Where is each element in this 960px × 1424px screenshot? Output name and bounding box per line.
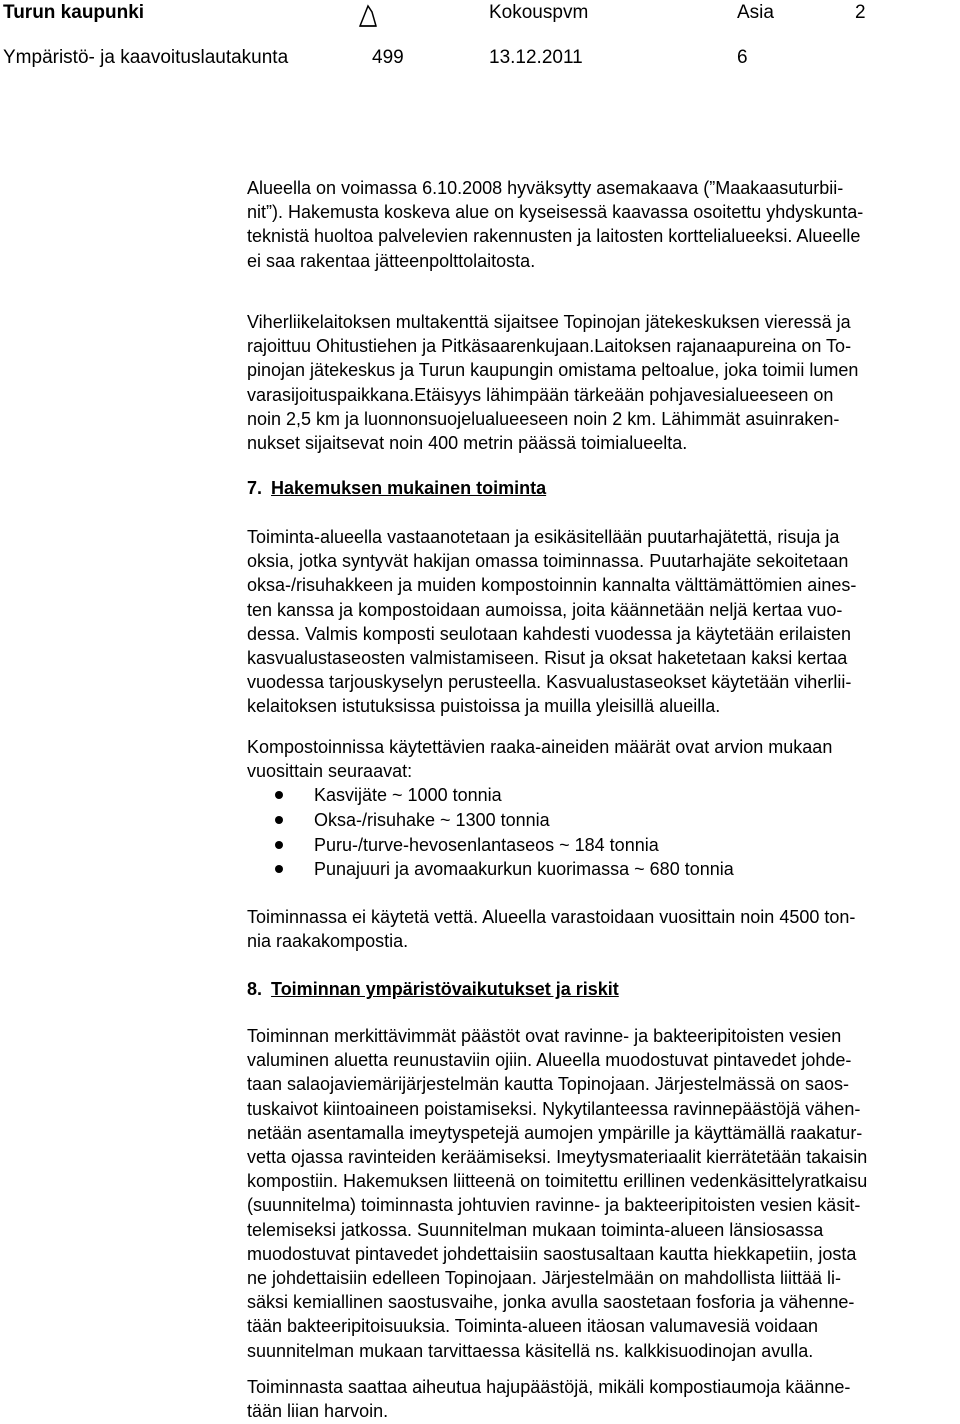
list-item [247,833,949,858]
zoning-paragraph [247,176,949,273]
bullet-icon [275,841,283,849]
impacts-paragraph [247,1024,949,1363]
text-line: Toiminnasta saattaa aiheutua hajupäästöjä, mikäli kompostiaumoja käänne- [247,1377,851,1397]
text-line: (suunnitelma) toiminnasta johtuvien ravinne- ja bakteeripitoisten vesien käsit- [247,1195,861,1216]
location-paragraph [247,310,949,455]
bullet-icon [275,816,283,824]
org-name: Turun kaupunki [3,2,145,23]
water-paragraph [247,905,949,953]
text-line: nit”). Hakemusta koskeva alue on kyseisessä kaavassa osoitettu yhdyskunta- [247,202,864,223]
text-line: ei saa rakentaa jätteenpolttolaitosta. [247,250,536,271]
text-line: muodostuvat pintavedet johdettaisiin saostusaltaan kautta hiekkapetiin, josta [247,1243,857,1264]
meeting-date: 13.12.2011 [489,47,583,68]
meeting-date-label: Kokouspvm [489,2,589,23]
text-line: ten kanssa ja kompostoidaan aumoissa, joita käännetään neljä kertaa vuo- [247,599,843,620]
text-line: vuodessa tarjouskyselyn perusteella. Kasvualustaseokset käytetään viherlii- [247,672,852,693]
section-title: Hakemuksen mukainen toiminta [271,478,547,498]
text-line: telemiseksi jatkossa. Suunnitelman mukaan toiminta-alueen länsiosassa [247,1219,824,1240]
text-line: dessa. Valmis komposti seulotaan kahdesti vuodessa ja käytetään erilaisten [247,623,852,644]
section-title: Toiminnan ympäristövaikutukset ja riskit [271,979,619,999]
text-line: nukset sijaitsevat noin 400 metrin päässä toimialueelta. [247,433,688,454]
text-line: säksi kemiallinen saostusvaihe, jonka avulla saostetaan fosforia ja vähenne- [247,1292,855,1313]
city-crest-icon [358,2,378,30]
text-line: ne johdettaisiin edelleen Topinojaan. Järjestelmään on mahdollista liittää li- [247,1268,842,1289]
text-line: taan salaojaviemärijärjestelmän kautta Topinojaan. Järjestelmässä on saos- [247,1074,849,1095]
list-item-text: Punajuuri ja avomaakurkun kuorimassa ~ 680 tonnia [314,859,734,880]
section-number: 7. [247,478,263,498]
text-line: pinojan jätekeskus ja Turun kaupungin omistama peltoalue, joka toimii lumen [247,360,859,381]
text-line: nia raakakompostia. [247,931,409,952]
activity-paragraph [247,525,949,719]
text-line: varasijoituspaikkana.Etäisyys lähimpään tärkeään pohjavesialueeseen on [247,384,834,405]
text-line: Toiminta-alueella vastaanotetaan ja esikäsitellään puutarhajätettä, risuja ja [247,527,840,547]
text-line: tään bakteeripitoisuuksia. Toiminta-alueen itäosan valumavesiä voidaan [247,1316,819,1337]
text-line: netään asentamalla imeytyspetejä aumojen ympärille ja käyttämällä raakatur- [247,1122,863,1143]
text-line: oksa-/risuhakkeen ja muiden kompostoinnin kannalta välttämättömien aines- [247,575,857,596]
text-line: tuskaivot kiintoaineen poistamiseksi. Nykytilanteessa ravinnepäästöjä vähen- [247,1098,861,1119]
text-line: oksia, jotka syntyvät hakijan omassa toiminnassa. Puutarhajäte sekoitetaan [247,551,849,572]
text-line: kelaitoksen istutuksissa puistoissa ja muilla yleisillä alueilla. [247,696,721,717]
page-number: 2 [855,2,866,23]
list-item-text: Kasvijäte ~ 1000 tonnia [314,785,502,805]
list-item [247,783,949,808]
list-item [247,808,949,833]
text-line: rajoittuu Ohitustiehen ja Pitkäsaarenkujaan.Laitoksen rajanaapureina on To- [247,336,852,357]
item-label: Asia [737,2,774,23]
raw-material-list [247,783,949,882]
text-line: noin 2,5 km ja luonnonsuojelualueeseen noin 2 km. Lähimmät asuinraken- [247,408,840,429]
section-number: 499 [372,47,404,68]
text-line: Toiminnan merkittävimmät päästöt ovat ravinne- ja bakteeripitoisten vesien [247,1026,842,1046]
text-line: Toiminnassa ei käytetä vettä. Alueella varastoidaan vuosittain noin 4500 ton- [247,907,856,927]
section-8-heading [247,977,619,1001]
text-line: vuosittain seuraavat: [247,761,413,782]
text-line: vetta ojassa ravinteiden keräämiseksi. Imeytysmateriaalit kierrätetään takaisin [247,1147,868,1168]
section-7-heading [247,476,546,500]
text-line: kasvualustaseosten valmistamiseen. Risut ja oksat haketetaan kaksi kertaa [247,648,848,669]
section-number: 8. [247,979,263,999]
list-item-text: Puru-/turve-hevosenlantaseos ~ 184 tonnia [314,834,659,855]
text-line: kompostiin. Hakemuksen liitteenä on toimitettu erillinen vedenkäsittelyratkaisu [247,1171,868,1192]
text-line: tään liian harvoin. [247,1401,389,1422]
text-line: suunnitelman mukaan tarvittaessa käsitellä ns. kalkkisuodinojan avulla. [247,1340,814,1361]
item-number: 6 [737,47,748,68]
bullet-icon [275,791,283,799]
text-line: valuminen aluetta reunustaviin ojiin. Alueella muodostuvat pintavedet johde- [247,1050,852,1071]
committee-name: Ympäristö- ja kaavoituslautakunta [3,47,289,68]
text-line: Alueella on voimassa 6.10.2008 hyväksytty asemakaava (”Maakaasuturbii- [247,178,844,198]
text-line: Viherliikelaitoksen multakenttä sijaitsee Topinojan jätekeskuksen vieressä ja [247,312,851,332]
raw-material-paragraph [247,735,949,783]
list-item-text: Oksa-/risuhake ~ 1300 tonnia [314,809,550,830]
bullet-icon [275,865,283,873]
odour-paragraph [247,1375,949,1423]
list-item [247,857,949,882]
text-line: Kompostoinnissa käytettävien raaka-aineiden määrät ovat arvion mukaan [247,737,833,757]
text-line: teknistä huoltoa palvelevien rakennusten ja laitosten korttelialueeksi. Alueelle [247,226,861,247]
